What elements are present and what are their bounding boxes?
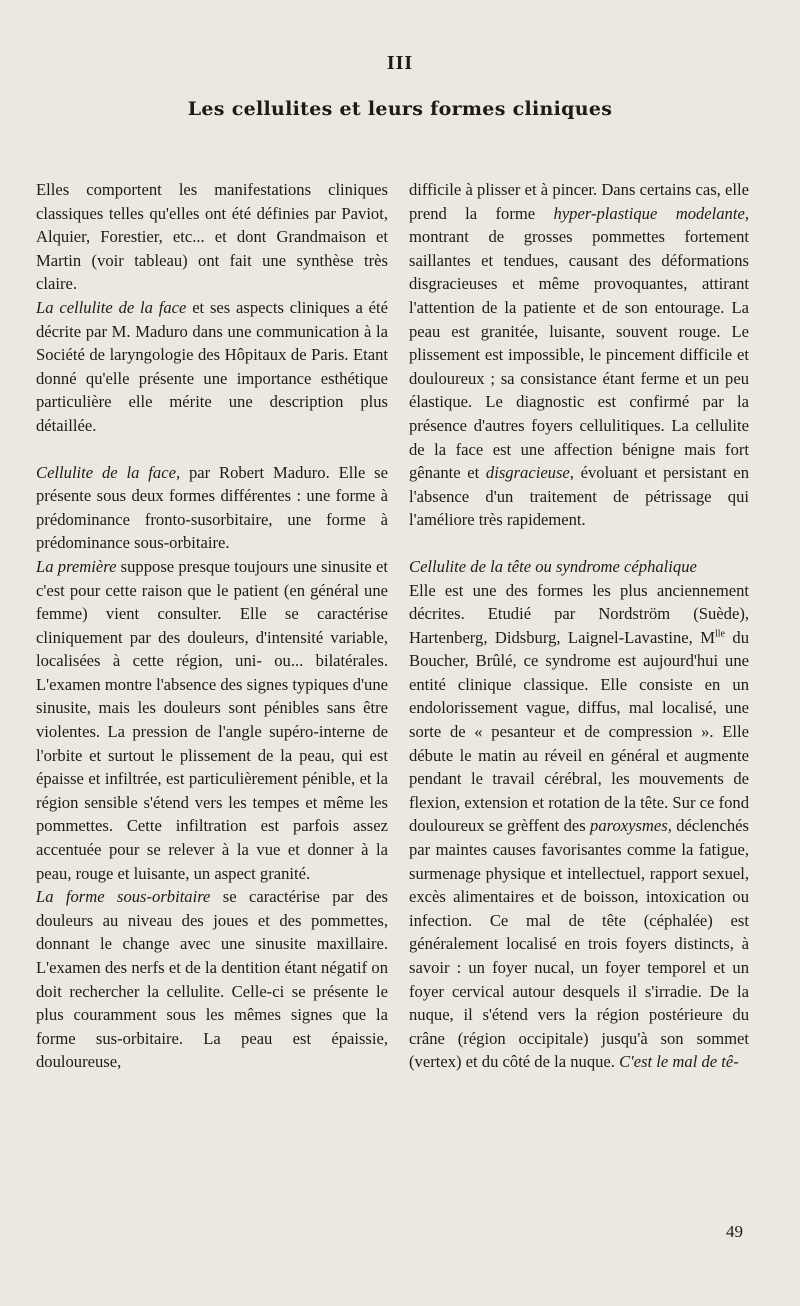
- section-heading: Cellulite de la tête ou syndrome céphalique: [409, 556, 697, 576]
- paragraph: Elles comportent les manifestations cliniques classiques telles qu'elles ont été définies par Paviot, Alquier, Forestier, etc... et dont Grandmaison et Martin (voir tableau) ont fait une synthèse très claire.: [36, 180, 388, 294]
- italic-lead: La cellulite de la face: [36, 297, 187, 317]
- right-column: [409, 178, 749, 1074]
- paragraph: La cellulite de la face et ses aspects cliniques a été décrite par M. Maduro dans une communication à la Société de laryngologie des Hôpitaux de Paris. Etant donné qu'elle présente une importance esthétique particulière elle mérite une description plus détaillée.: [36, 297, 388, 435]
- paragraph: Cellulite de la face, par Robert Maduro. Elle se présente sous deux formes différentes : une forme à prédominance fronto-susorbitaire, une forme à prédominance sous-orbitaire.: [36, 462, 388, 553]
- left-column: [36, 178, 388, 1074]
- paragraph: Elle est une des formes les plus anciennement décrites. Etudié par Nordström (Suède), Hartenberg, Didsburg, Laignel-Lavastine, $M^{lle}$ du Boucher, Brûlé, ce syndrome est aujourd'hui une entité clinique classique. Elle consiste en un endolorissement vague, diffus, mal localisé, une sorte de « pesanteur et de compression ». Elle débute le matin au réveil en général et augmente pendant le travail cérébral, les mouvements de flexion, extension et rotation de la tête. Sur ce fond douloureux se grèffent des paroxysmes, déclenchés par maintes causes favorisantes comme la fatigue, surmenage physique et intellectuel, rapport sexuel, excès alimentaires et de boisson, intoxication ou infection. Ce mal de tête (céphalée) est généralement localisé en trois foyers distincts, à savoir : un foyer nucal, un foyer temporel et un foyer cervical autour desquels il s'irradie. De la nuque, il s'étend vers la région postérieure du crâne (région occipitale) jusqu'à son sommet (vertex) et du côté de la nuque. C'est le mal de tê-: [409, 580, 749, 1072]
- italic-lead: Cellulite de la face,: [36, 462, 181, 482]
- chapter-number: III: [386, 52, 414, 74]
- italic-lead: La première: [36, 556, 117, 576]
- italic-lead: La forme sous-orbitaire: [36, 887, 211, 907]
- paragraph: La première suppose presque toujours une sinusite et c'est pour cette raison que le patient (en général une femme) vient consulter. Elle se caractérise cliniquement par des douleurs, d'intensité variable, localisées à cette région, uni- ou... bilatérales. L'examen montre l'absence des signes typiques d'une sinusite, mais les douleurs sont pénibles sans être violentes. La pression de l'angle supéro-interne de l'orbite et surtout le plissement de la peau, qui est épaisse et infiltrée, est particulièrement pénible, et la région sensible s'étend vers les tempes et même les pommettes. Cette infiltration est parfois assez accentuée pour se relever à la vue et donner à la peau, rouge et luisante, un aspect granité.: [36, 556, 388, 883]
- chapter-title: Les cellulites et leurs formes cliniques: [187, 98, 613, 120]
- paragraph: La forme sous-orbitaire se caractérise par des douleurs au niveau des joues et des pommettes, donnant le change avec une sinusite maxillaire. L'examen des nerfs et de la dentition étant négatif on doit rechercher la cellulite. Celle-ci se présente le plus couramment sous les mêmes signes que la forme sus-orbitaire. La peau est épaissie, douloureuse,: [36, 887, 388, 1072]
- page-number: 49: [726, 1222, 743, 1241]
- paragraph: difficile à plisser et à pincer. Dans certains cas, elle prend la forme hyper-plastique modelante, montrant de grosses pommettes fortement saillantes et tendues, causant des déformations disgracieuses et même provoquantes, attirant l'attention de la patiente et de son entourage. La peau est granitée, luisante, souvent rouge. Le plissement est impossible, le pincement difficile et douloureux ; sa consistance étant ferme et un peu élastique. Le diagnostic est confirmé par la présence d'autres foyers cellulitiques. La cellulite de la face est une affection bénigne mais fort gênante et disgracieuse, évoluant et persistant en l'absence d'un traitement de pétrissage qui l'améliore très rapidement.: [409, 180, 750, 530]
